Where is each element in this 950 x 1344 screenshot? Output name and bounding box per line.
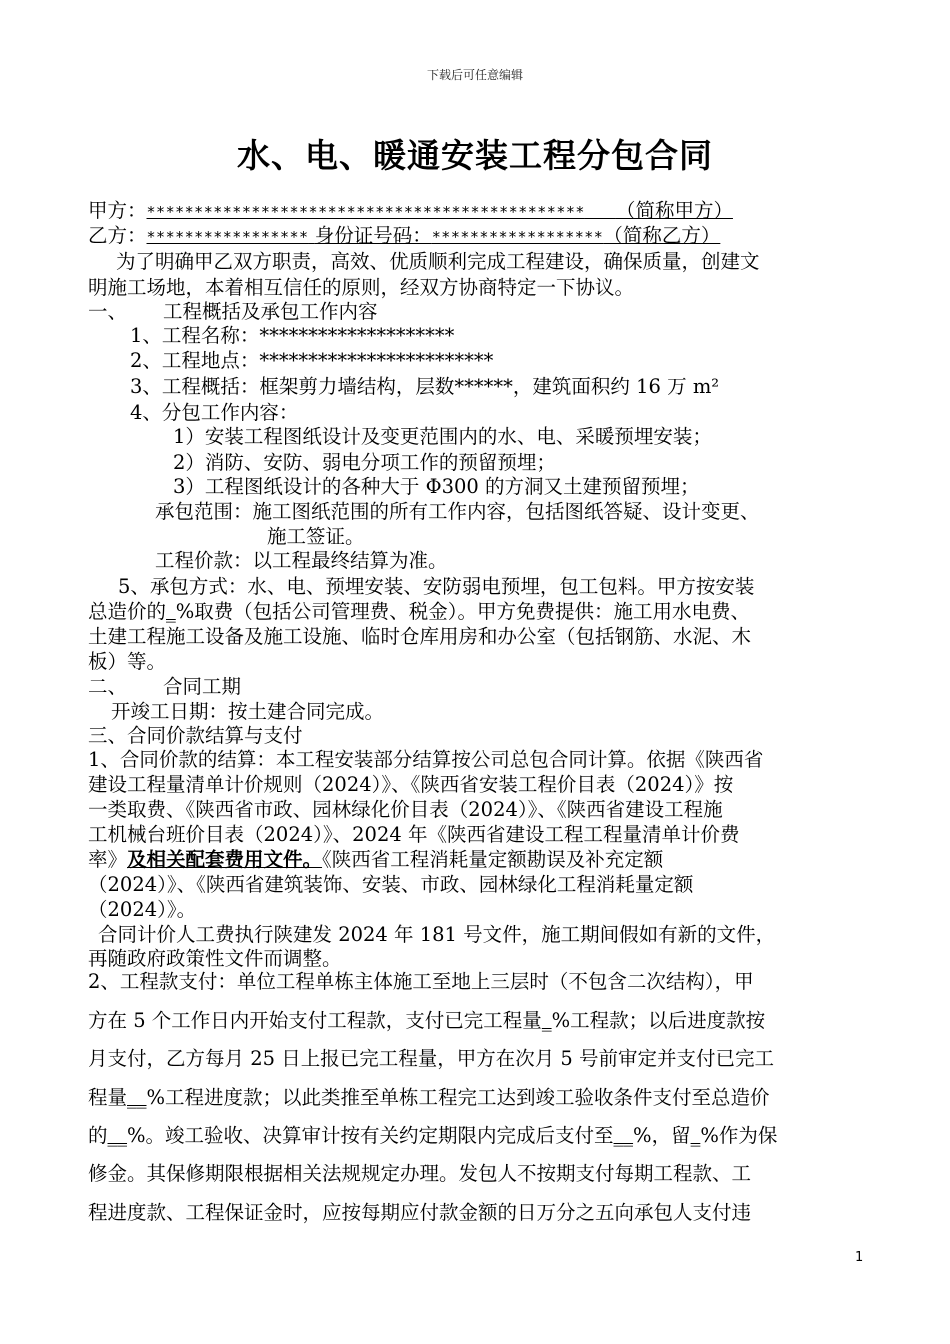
settlement-line-9: 再随政府政策性文件而调整。	[88, 947, 342, 970]
intro-line-2: 明施工场地，本着相互信任的原则，经双方协商特定一下协议。	[88, 276, 635, 299]
page-number: 1	[855, 1250, 864, 1265]
party-a-value: **********************************************	[146, 203, 585, 221]
section-2-heading	[88, 674, 241, 700]
settlement-line-2: 建设工程量清单计价规则（2024）》、《陕西省安装工程价目表（2024）》按	[88, 773, 734, 796]
item-project-location: 2、工程地点：************************	[130, 349, 494, 372]
item-contract-mode-2	[88, 599, 750, 625]
payment-2-blank: _	[541, 1009, 552, 1032]
settlement-line-6: （2024）》、《陕西省建筑装饰、安装、市政、园林绿化工程消耗量定额	[88, 873, 694, 896]
payment-5-pre: 的	[88, 1124, 108, 1147]
party-b-value-wrap	[147, 224, 721, 247]
payment-4-post: %工程进度款；以此类推至单栋工程完工达到竣工验收条件支付至总造价	[146, 1086, 770, 1109]
payment-5-mid: %。竣工验收、决算审计按有关约定期限内完成后支付至	[127, 1124, 614, 1147]
scope-item-2: 2）消防、安防、弱电分项工作的预留预埋；	[173, 451, 556, 474]
settlement-line-8: 合同计价人工费执行陕建发 2024 年 181 号文件，施工期间假如有新的文件，	[98, 923, 776, 946]
party-b-value: *****************	[146, 228, 309, 246]
mode-2-blank: _	[166, 600, 176, 623]
section-1-title: 工程概括及承包工作内容	[163, 300, 378, 323]
payment-4-pre: 程量	[88, 1086, 128, 1109]
payment-line-3: 月支付，乙方每月 25 日上报已完工程量，甲方在次月 5 号前审定并支付已完工	[88, 1047, 775, 1070]
party-b-label: 乙方：	[88, 224, 147, 247]
payment-5-mid-2: %，留	[633, 1124, 691, 1147]
section-3-heading: 三、合同价款结算与支付	[88, 724, 303, 747]
item-contract-mode-1: 5、承包方式：水、电、预埋安装、安防弱电预埋，包工包料。甲方按安装	[118, 575, 755, 598]
header-note: 下载后可任意编辑	[426, 68, 523, 82]
payment-5-post: %作为保	[700, 1124, 778, 1147]
party-b-line	[88, 223, 720, 250]
party-a-line	[88, 198, 733, 225]
settlement-line-5	[88, 847, 663, 873]
contract-price: 工程价款：以工程最终结算为准。	[155, 549, 448, 572]
settlement-5-pre: 率》	[88, 848, 128, 871]
settlement-5-post: 《陕西省工程消耗量定额勘误及补充定额	[322, 848, 664, 871]
settlement-5-bold: 及相关配套费用文件。	[127, 848, 323, 871]
settlement-line-7: （2024）》。	[88, 898, 197, 921]
section-2-title: 合同工期	[163, 675, 242, 698]
item-contract-mode-3: 土建工程施工设备及施工设施、临时仓库用房和办公室（包括钢筋、水泥、木	[88, 625, 752, 648]
payment-line-1: 2、工程款支付：单位工程单栋主体施工至地上三层时（不包含二次结构），甲	[88, 970, 754, 993]
section-1-heading	[88, 299, 378, 325]
party-b-suffix: （简称乙方）	[603, 224, 721, 247]
payment-line-2	[88, 1008, 765, 1034]
contract-title: 水、电、暖通安装工程分包合同	[237, 136, 713, 175]
mode-2-post: %取费（包括公司管理费、税金）。甲方免费提供：施工用水电费、	[175, 600, 751, 623]
payment-5-blank-3: _	[690, 1124, 701, 1147]
payment-line-6: 修金。其保修期限根据相关法规规定办理。发包人不按期支付每期工程款、工	[88, 1162, 752, 1185]
payment-line-7: 程进度款、工程保证金时，应按每期应付款金额的日万分之五向承包人支付违	[88, 1201, 752, 1224]
scope-item-3: 3）工程图纸设计的各种大于 Φ300 的方洞又土建预留预埋；	[173, 475, 700, 498]
item-project-overview: 3、工程概括：框架剪力墙结构，层数******，建筑面积约 16 万 m²	[130, 375, 720, 398]
settlement-line-3: 一类取费、《陕西省市政、园林绿化价目表（2024）》、《陕西省建设工程施	[88, 798, 723, 821]
item-contract-mode-4: 板）等。	[88, 650, 167, 673]
party-a-label: 甲方：	[88, 199, 147, 222]
payment-4-blank: __	[127, 1086, 147, 1109]
payment-line-4	[88, 1085, 770, 1111]
contract-scope-1: 承包范围：施工图纸范围的所有工作内容，包括图纸答疑、设计变更、	[155, 500, 760, 523]
item-subcontract-scope: 4、分包工作内容：	[130, 401, 299, 424]
contract-scope-2: 施工签证。	[267, 525, 365, 548]
payment-5-blank-2: __	[613, 1124, 634, 1147]
payment-line-5	[88, 1123, 777, 1149]
section-2-number: 二、	[88, 675, 128, 698]
section-2-body: 开竣工日期：按土建合同完成。	[111, 700, 385, 723]
settlement-line-4: 工机械台班价目表（2024）》、2024 年《陕西省建设工程工程量清单计价费	[88, 823, 740, 846]
payment-5-blank-1: __	[107, 1124, 128, 1147]
party-b-id-label: 身份证号码：	[314, 224, 432, 247]
party-a-value-wrap	[147, 199, 733, 222]
party-a-suffix: （简称甲方）	[615, 199, 733, 222]
section-1-number: 一、	[88, 300, 128, 323]
settlement-line-1: 1、合同价款的结算：本工程安装部分结算按公司总包合同计算。依据《陕西省	[88, 748, 764, 771]
payment-2-post: %工程款；以后进度款按	[551, 1009, 766, 1032]
scope-item-1: 1）安装工程图纸设计及变更范围内的水、电、采暖预埋安装；	[173, 425, 712, 448]
mode-2-pre: 总造价的	[88, 600, 167, 623]
payment-2-pre: 方在 5 个工作日内开始支付工程款，支付已完工程量	[88, 1009, 542, 1032]
item-project-name: 1、工程名称：********************	[130, 324, 455, 347]
party-b-id-value: ******************	[431, 228, 604, 246]
intro-line-1: 为了明确甲乙双方职责，高效、优质顺利完成工程建设，确保质量，创建文	[116, 250, 760, 273]
